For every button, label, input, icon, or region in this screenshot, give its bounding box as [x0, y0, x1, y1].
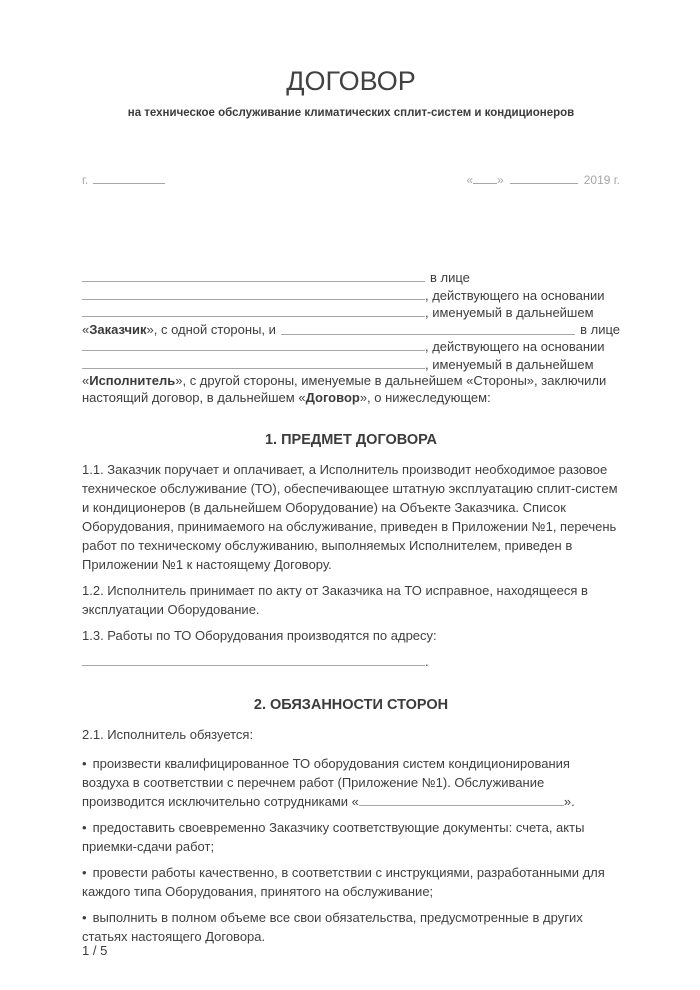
date-year: 2019 г.	[583, 173, 620, 187]
clause-2-1: 2.1. Исполнитель обязуется:	[82, 727, 254, 742]
contractor-name-blank-line	[281, 324, 575, 335]
contractor-basis-blank-line	[82, 356, 425, 369]
section-1	[82, 432, 620, 671]
bullet-1-text-post: ».	[563, 794, 575, 809]
party-line-6	[82, 356, 620, 374]
party-line-4	[82, 322, 620, 339]
day-blank-line	[473, 171, 497, 184]
party-line-1	[82, 269, 620, 287]
bullet-item-4	[82, 908, 620, 946]
parties-preamble	[82, 269, 620, 406]
clause-1-1: 1.1. Заказчик поручает и оплачивает, а Исполнитель производит необходимое разовое техническое обслуживание (ТО), обеспечивающее штатную эксплуатацию сплит-систем и кондиционеров (в дальнейшем Оборудование) на Объекте Заказчика. Список Оборудования, принимаемого на обслуживание, приведен в Приложении №1, перечень работ по техническому обслуживанию, выполняемых Исполнителем, приведен в Приложении №1 к настоящему Договору.	[82, 462, 618, 572]
section-2-heading: 2. ОБЯЗАННОСТИ СТОРОН	[253, 697, 449, 713]
contract-term: Договор	[305, 389, 360, 405]
customer-open-quote: «	[82, 321, 90, 337]
bullet-2-text: предоставить своевременно Заказчику соответствующие документы: счета, акты приемки-сдачи работ;	[82, 820, 585, 854]
party-line-4-mid: », с одной стороны, и	[146, 321, 276, 337]
customer-term: Заказчик	[89, 321, 147, 337]
closing-text-mid: », с другой стороны, именуемые в дальнейшем «Стороны», заключили настоящий договор, в дальнейшем «	[82, 373, 607, 405]
month-blank-line	[510, 171, 578, 184]
document-subtitle: на техническое обслуживание климатических сплит-систем и кондиционеров	[127, 107, 575, 119]
bullet-3-text: провести работы качественно, в соответствии с инструкциями, разработанными для каждого типа Оборудования, принятого на обслуживание;	[82, 865, 605, 899]
party-line-2	[82, 287, 620, 305]
date-close-quote: »	[497, 173, 504, 187]
party-line-4-right: в лице	[580, 321, 620, 337]
city-field	[82, 171, 165, 187]
date-open-quote: «	[466, 173, 474, 187]
bullet-icon: •	[82, 756, 87, 771]
customer-name-blank-line	[82, 269, 425, 282]
party-line-6-text: , именуемый в дальнейшем	[425, 356, 594, 372]
customer-basis-blank-line	[82, 304, 425, 317]
city-prefix: г.	[82, 173, 89, 187]
party-line-4-left	[82, 322, 276, 339]
party-closing-paragraph	[82, 373, 620, 406]
city-date-row	[82, 171, 620, 187]
party-line-3	[82, 304, 620, 322]
city-blank-line	[93, 171, 165, 184]
clause-1-2: 1.2. Исполнитель принимает по акту от Заказчика на ТО исправное, находящееся в эксплуатации Оборудование.	[82, 583, 588, 617]
contractor-open-quote: «	[82, 373, 90, 388]
bullet-icon: •	[82, 910, 87, 925]
bullet-icon: •	[82, 865, 87, 880]
customer-representative-blank-line	[82, 287, 425, 300]
address-blank-row	[82, 652, 620, 671]
address-period: .	[425, 654, 429, 669]
contractor-representative-blank-line	[82, 338, 425, 351]
bullet-item-1	[82, 754, 620, 811]
party-line-3-text: , именуемый в дальнейшем	[425, 305, 594, 320]
address-blank-line	[82, 653, 425, 666]
section-1-heading: 1. ПРЕДМЕТ ДОГОВОРА	[264, 432, 438, 448]
clause-1-3: 1.3. Работы по ТО Оборудования производятся по адресу:	[82, 628, 437, 643]
party-line-5-text: , действующего на основании	[425, 339, 605, 354]
party-line-5	[82, 338, 620, 356]
party-line-1-text: в лице	[430, 270, 470, 285]
staff-company-blank-line	[359, 793, 564, 806]
bullet-1-text-pre: произвести квалифицированное ТО оборудования систем кондиционирования воздуха в соответствии с перечнем работ (Приложение №1). Обслуживание производится исключительно сотрудниками «	[82, 756, 570, 809]
bullet-item-3	[82, 863, 620, 901]
section-2	[82, 697, 620, 946]
date-field	[466, 171, 620, 187]
document-title: ДОГОВОР	[286, 66, 416, 96]
page-number: 1 / 5	[82, 943, 108, 958]
bullet-item-2	[82, 818, 620, 856]
bullet-icon: •	[82, 820, 87, 835]
contractor-term: Исполнитель	[89, 373, 176, 388]
party-line-2-text: , действующего на основании	[425, 287, 605, 303]
closing-text-end: », о нижеследующем:	[359, 389, 491, 405]
bullet-4-text: выполнить в полном объеме все свои обязательства, предусмотренные в других статьях настоящего Договора.	[82, 910, 583, 944]
